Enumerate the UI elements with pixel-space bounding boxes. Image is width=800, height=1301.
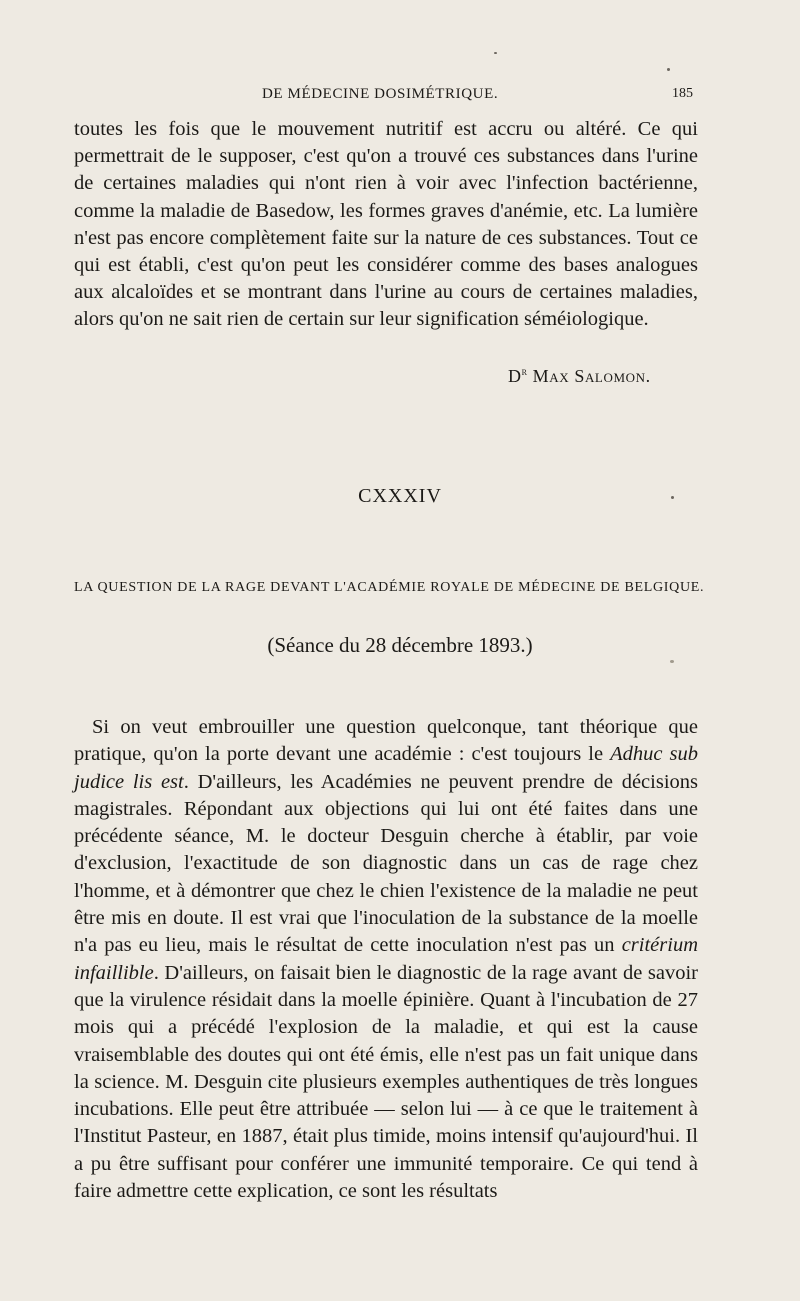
signature-title: D	[508, 366, 522, 386]
paragraph-continued	[74, 116, 698, 334]
paragraph-body	[74, 714, 698, 1205]
running-header	[0, 86, 800, 106]
chapter-number: CXXXIV	[358, 485, 442, 507]
italic-phrase: Adhuc sub judice lis est	[74, 743, 698, 793]
paper-speck	[494, 52, 497, 54]
text-run: . D'ailleurs, les Académies ne peuvent prendre de décisions magistrales. Répondant aux objections qui lui ont été faites dans une précédente séance, M. le docteur Desguin cherche à établir, par voie d'exclusion, l'exactitude de son diagnostic dans un cas de rage chez l'homme, et à démontrer que chez le chien l'existence de la maladie ne peut être mis en doute. Il est vrai que l'inoculation de la substance de la moelle n'a pas eu lieu, mais le résultat de cette inoculation n'est pas un	[74, 770, 698, 957]
header-title: DE MÉDECINE DOSIMÉTRIQUE.	[262, 86, 499, 102]
signature-name: Max Salomon.	[532, 366, 651, 386]
italic-phrase: critérium infaillible	[74, 934, 698, 984]
paper-speck	[667, 68, 670, 71]
paper-speck	[670, 660, 674, 663]
paper-speck	[671, 496, 674, 499]
session-date: (Séance du 28 décembre 1893.)	[267, 633, 533, 657]
text-run: . D'ailleurs, on faisait bien le diagnostic de la rage avant de savoir que la virulence résidait dans la moelle épinière. Quant à l'incubation de 27 mois qui a précédé l'explosion de la maladie, et qui est la cause vraisemblable des doutes qui ont été émis, elle n'est pas un fait unique dans la science. M. Desguin cite plusieurs exemples authentiques de très longues incubations. Elle peut être attribuée — selon lui — à ce que le traitement à l'Institut Pasteur, en 1887, était plus timide, moins intensif qu'aujourd'hui. Il a pu être suffisant pour conférer une immunité temporaire. Ce qui tend à faire admettre cette explication, ce sont les résultats	[74, 961, 698, 1203]
paragraph-text	[74, 714, 698, 1205]
paragraph-text: toutes les fois que le mouvement nutritif est accru ou altéré. Ce qui permettrait de le supposer, c'est qu'on a trouvé ces substances dans l'urine de certaines maladies qui n'ont rien à voir avec l'infection bactérienne, comme la maladie de Basedow, les formes graves d'anémie, etc. La lumière n'est pas encore complètement faite sur la nature de ces substances. Tout ce qui est établi, c'est qu'on peut les considérer comme des bases analogues aux alcaloïdes et se montrant dans l'urine au cours de certaines maladies, alors qu'on ne sait rien de certain sur leur signification séméiologique.	[74, 118, 698, 331]
section-heading: LA QUESTION DE LA RAGE DEVANT L'ACADÉMIE ROYALE DE MÉDECINE DE BELGIQUE.	[74, 580, 705, 595]
signature-title-sup: r	[521, 366, 528, 378]
page-number: 185	[672, 86, 693, 101]
author-signature	[508, 366, 651, 387]
text-run: Si on veut embrouiller une question quelconque, tant théorique que pratique, qu'on la porte devant une académie : c'est toujours le	[74, 716, 698, 766]
